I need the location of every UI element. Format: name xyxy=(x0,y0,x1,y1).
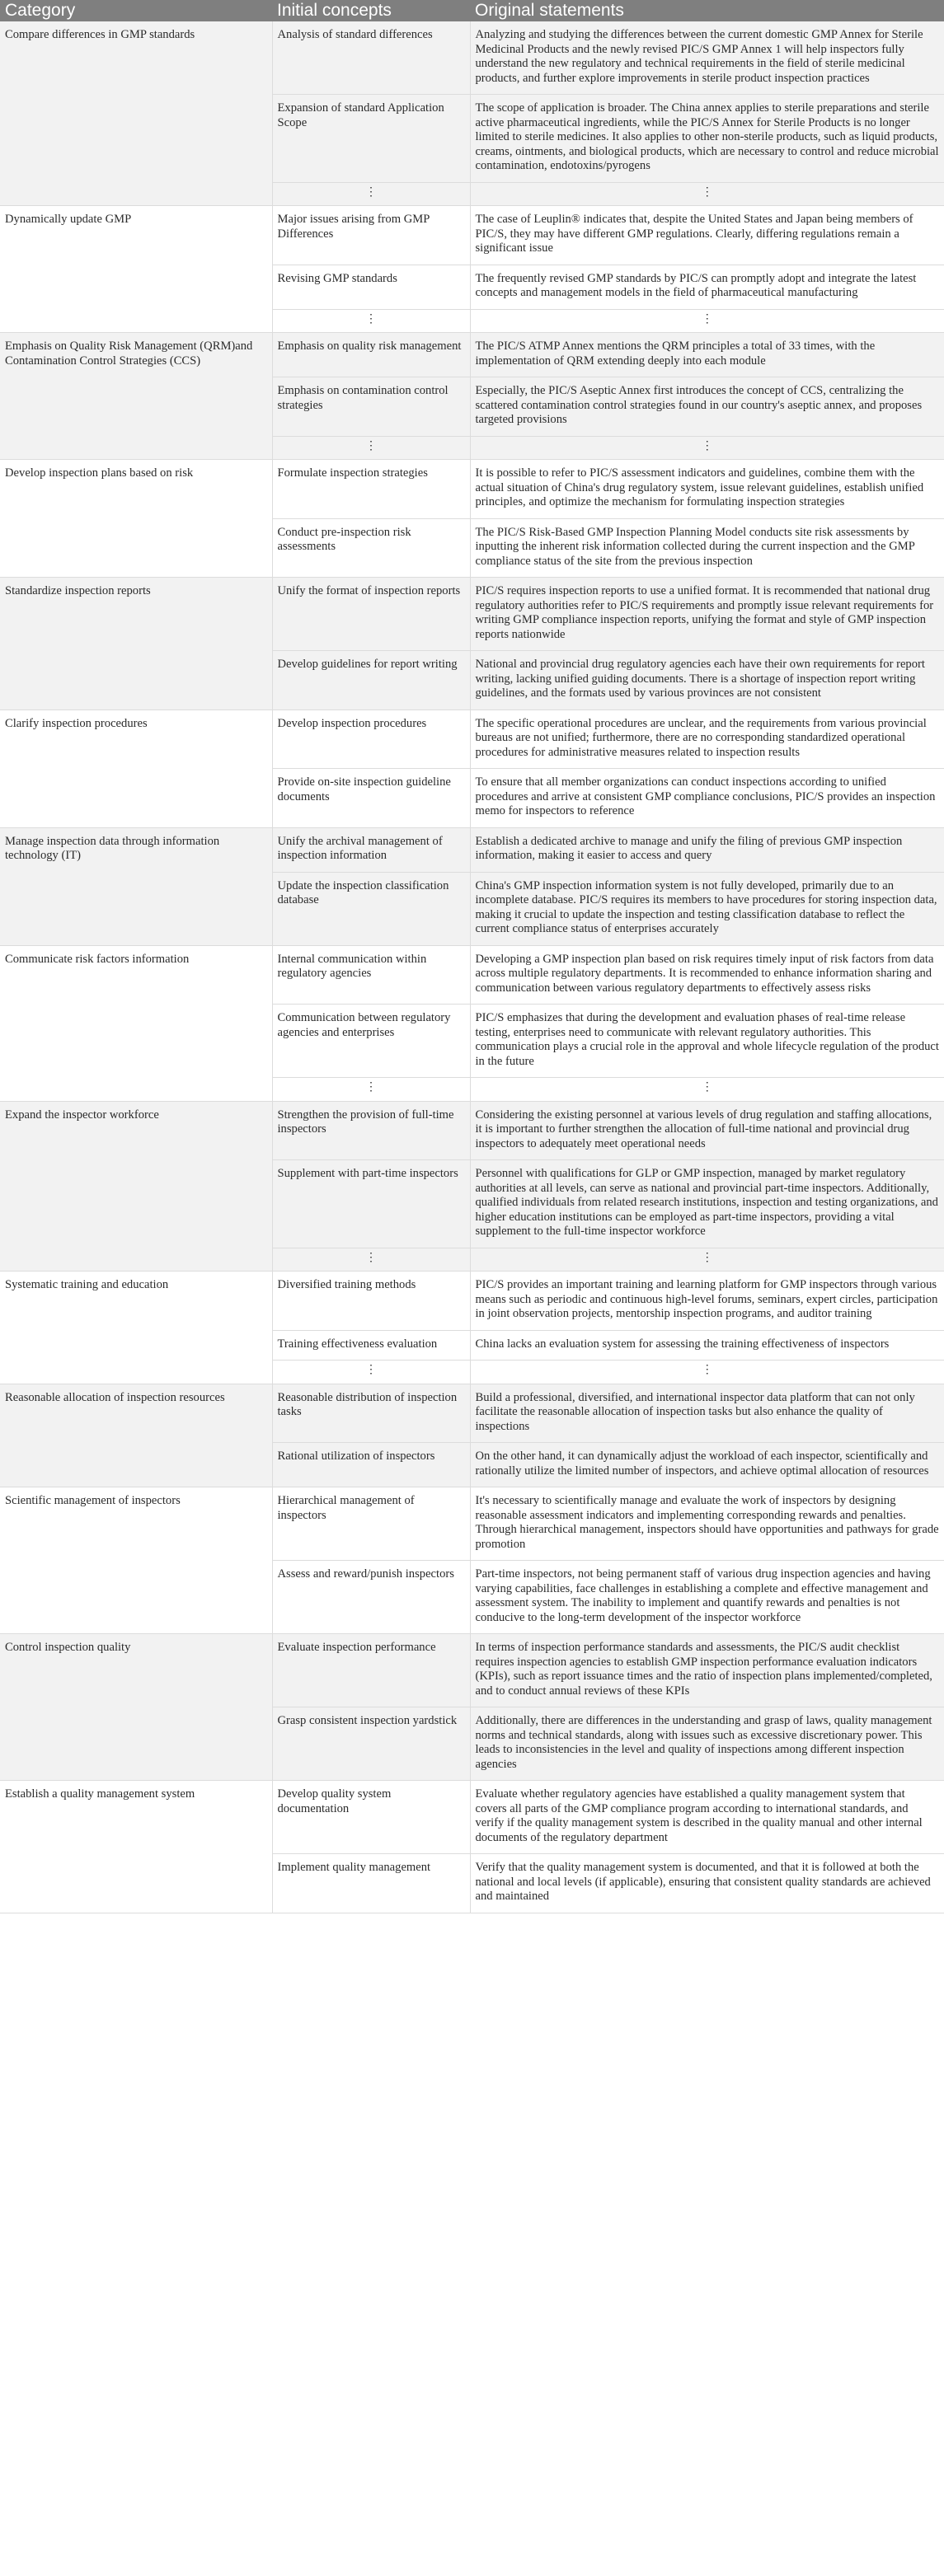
concept-cell: Revising GMP standards xyxy=(272,265,470,309)
concept-cell: Update the inspection classification database xyxy=(272,872,470,945)
statement-cell: Evaluate whether regulatory agencies have established a quality management system that covers all parts of the GMP compliance program according to international standards, and verify if the quality management system is described in the quality manual and other internal documents of the regulatory department xyxy=(470,1781,944,1854)
concept-cell: Rational utilization of inspectors xyxy=(272,1443,470,1487)
concept-cell: Unify the format of inspection reports xyxy=(272,578,470,651)
table-row xyxy=(0,827,944,872)
concept-cell: Internal communication within regulatory agencies xyxy=(272,945,470,1005)
statement-cell: Build a professional, diversified, and international inspector data platform that can not only facilitate the reasonable allocation of inspection tasks but also enhance the quality of inspections xyxy=(470,1384,944,1443)
table-row xyxy=(0,710,944,769)
statement-cell: China lacks an evaluation system for assessing the training effectiveness of inspectors xyxy=(470,1330,944,1361)
ellipsis-mark: ⋮ xyxy=(470,1361,944,1384)
statement-cell: Establish a dedicated archive to manage and unify the filing of previous GMP inspection information, making it easier to access and query xyxy=(470,827,944,872)
concept-cell: Conduct pre-inspection risk assessments xyxy=(272,518,470,578)
statement-cell: The frequently revised GMP standards by PIC/S can promptly adopt and integrate the latest concepts and management models in the field of pharmaceutical manufacturing xyxy=(470,265,944,309)
ellipsis-mark: ⋮ xyxy=(272,436,470,460)
category-cell: Communicate risk factors information xyxy=(0,945,272,1101)
category-cell: Clarify inspection procedures xyxy=(0,710,272,827)
concept-cell: Emphasis on contamination control strategies xyxy=(272,377,470,437)
table-body xyxy=(0,21,944,1913)
concept-cell: Grasp consistent inspection yardstick xyxy=(272,1707,470,1781)
ellipsis-mark: ⋮ xyxy=(470,182,944,206)
statement-cell: The specific operational procedures are unclear, and the requirements from various provincial bureaus are not unified; furthermore, there are no corresponding standardized operational procedures for administrative measures related to inspection results xyxy=(470,710,944,769)
category-cell: Standardize inspection reports xyxy=(0,578,272,710)
concept-cell: Develop guidelines for report writing xyxy=(272,651,470,710)
statement-cell: China's GMP inspection information system is not fully developed, primarily due to an incomplete database. PIC/S requires its members to have procedures for storing inspection data, making it crucial to update the inspection and testing classification database to reflect the current compliance status of enterprises accurately xyxy=(470,872,944,945)
statement-cell: PIC/S emphasizes that during the development and evaluation phases of real-time release testing, enterprises need to communicate with relevant regulatory authorities. This communication plays a crucial role in the approval and whole lifecycle regulation of the product in the future xyxy=(470,1005,944,1078)
concept-cell: Hierarchical management of inspectors xyxy=(272,1487,470,1561)
concept-cell: Training effectiveness evaluation xyxy=(272,1330,470,1361)
table-header-row xyxy=(0,0,944,21)
category-cell: Reasonable allocation of inspection resources xyxy=(0,1384,272,1487)
ellipsis-mark: ⋮ xyxy=(470,436,944,460)
category-cell: Establish a quality management system xyxy=(0,1781,272,1913)
statement-cell: Additionally, there are differences in the understanding and grasp of laws, quality management norms and technical standards, along with issues such as excessive discretionary power. This leads to inconsistencies in the level and quality of inspections among different inspection agencies xyxy=(470,1707,944,1781)
concept-cell: Communication between regulatory agencies and enterprises xyxy=(272,1005,470,1078)
table-row xyxy=(0,1634,944,1707)
statement-cell: The PIC/S ATMP Annex mentions the QRM principles a total of 33 times, with the implementation of QRM extending deeply into each module xyxy=(470,333,944,377)
statement-cell: Considering the existing personnel at various levels of drug regulation and staffing allocations, it is important to further strengthen the allocation of full-time national and provincial drug inspectors to adequately meet operational needs xyxy=(470,1101,944,1160)
ellipsis-mark: ⋮ xyxy=(470,1078,944,1102)
concept-cell: Reasonable distribution of inspection tasks xyxy=(272,1384,470,1443)
concept-cell: Develop quality system documentation xyxy=(272,1781,470,1854)
ellipsis-mark: ⋮ xyxy=(470,309,944,333)
statement-cell: It is possible to refer to PIC/S assessment indicators and guidelines, combine them with the actual situation of China's drug regulatory system, issue relevant guidelines, establish unified principles, and optimize the mechanism for formulating inspection strategies xyxy=(470,460,944,519)
ellipsis-mark: ⋮ xyxy=(272,1361,470,1384)
category-cell: Develop inspection plans based on risk xyxy=(0,460,272,578)
concept-cell: Assess and reward/punish inspectors xyxy=(272,1561,470,1634)
concept-cell: Evaluate inspection performance xyxy=(272,1634,470,1707)
statement-cell: In terms of inspection performance standards and assessments, the PIC/S audit checklist requires inspection agencies to establish GMP inspection performance evaluation indicators (KPIs), such as report issuance times and the ratio of inspection plans implemented/completed, and to conduct annual reviews of these KPIs xyxy=(470,1634,944,1707)
concept-cell: Diversified training methods xyxy=(272,1272,470,1331)
concept-cell: Emphasis on quality risk management xyxy=(272,333,470,377)
category-cell: Emphasis on Quality Risk Management (QRM)and Contamination Control Strategies (CCS) xyxy=(0,333,272,460)
table-row xyxy=(0,21,944,95)
header-category: Category xyxy=(0,0,272,21)
ellipsis-mark: ⋮ xyxy=(272,1248,470,1272)
statement-cell: PIC/S requires inspection reports to use a unified format. It is recommended that national drug regulatory authorities refer to PIC/S requirements and promptly issue relevant requirements for writing GMP compliance inspection reports, unifying the format and style of GMP inspection reports nationwide xyxy=(470,578,944,651)
category-cell: Manage inspection data through information technology (IT) xyxy=(0,827,272,945)
table-row xyxy=(0,1272,944,1331)
ellipsis-mark: ⋮ xyxy=(272,1078,470,1102)
statement-cell: To ensure that all member organizations can conduct inspections according to unified procedures and arrive at consistent GMP compliance conclusions, PIC/S provides an inspection memo for inspectors to reference xyxy=(470,769,944,828)
statement-cell: The PIC/S Risk-Based GMP Inspection Planning Model conducts site risk assessments by inputting the inherent risk information collected during the current inspection and the GMP compliance status of the site from the previous inspection xyxy=(470,518,944,578)
concept-cell: Expansion of standard Application Scope xyxy=(272,95,470,183)
table-row xyxy=(0,460,944,519)
concept-cell: Formulate inspection strategies xyxy=(272,460,470,519)
category-cell: Systematic training and education xyxy=(0,1272,272,1384)
ellipsis-mark: ⋮ xyxy=(272,182,470,206)
concept-cell: Analysis of standard differences xyxy=(272,21,470,95)
category-cell: Scientific management of inspectors xyxy=(0,1487,272,1634)
category-cell: Control inspection quality xyxy=(0,1634,272,1781)
table-row xyxy=(0,1487,944,1561)
statement-cell: PIC/S provides an important training and learning platform for GMP inspectors through various means such as periodic and continuous high-level forums, seminars, expert circles, participation in joint observation projects, mentorship inspection programs, and auditor training xyxy=(470,1272,944,1331)
table-row xyxy=(0,1781,944,1854)
concept-cell: Unify the archival management of inspection information xyxy=(272,827,470,872)
statement-cell: Analyzing and studying the differences between the current domestic GMP Annex for Sterile Medicinal Products and the newly revised PIC/S GMP Annex 1 will help inspectors fully understand the new regulatory and technical requirements in the field of sterile medicinal products, and further explore improvements in sterile product inspection practices xyxy=(470,21,944,95)
statement-cell: Personnel with qualifications for GLP or GMP inspection, managed by market regulatory authorities at all levels, can serve as national and provincial part-time inspectors. Additionally, qualified individuals from related research institutions, inspection and testing organizations, and higher education institutions can be employed as part-time inspectors, providing a vital supplement to the full-time inspector workforce xyxy=(470,1160,944,1248)
table-row xyxy=(0,1101,944,1160)
statement-cell: The case of Leuplin® indicates that, despite the United States and Japan being members of PIC/S, they may have different GMP regulations. Clearly, differing regulations remain a significant issue xyxy=(470,206,944,265)
statement-cell: On the other hand, it can dynamically adjust the workload of each inspector, scientifically and rationally utilize the limited number of inspectors, and achieve optimal allocation of resources xyxy=(470,1443,944,1487)
concept-cell: Major issues arising from GMP Differences xyxy=(272,206,470,265)
statement-cell: Part-time inspectors, not being permanent staff of various drug inspection agencies and having varying capabilities, face challenges in establishing a complete and effective management and assessment system. The inability to implement and quantify rewards and penalties is not conducive to the long-term development of the inspector workforce xyxy=(470,1561,944,1634)
header-initial-concepts: Initial concepts xyxy=(272,0,470,21)
concept-cell: Strengthen the provision of full-time inspectors xyxy=(272,1101,470,1160)
table-row xyxy=(0,206,944,265)
table-row xyxy=(0,578,944,651)
ellipsis-mark: ⋮ xyxy=(272,309,470,333)
ellipsis-mark: ⋮ xyxy=(470,1248,944,1272)
header-original-statements: Original statements xyxy=(470,0,944,21)
category-cell: Compare differences in GMP standards xyxy=(0,21,272,206)
category-cell: Dynamically update GMP xyxy=(0,206,272,333)
concept-cell: Develop inspection procedures xyxy=(272,710,470,769)
concept-cell: Provide on-site inspection guideline documents xyxy=(272,769,470,828)
statement-cell: Verify that the quality management system is documented, and that it is followed at both the national and local levels (if applicable), ensuring that consistent quality standards are achieved and maintained xyxy=(470,1854,944,1913)
statement-cell: The scope of application is broader. The China annex applies to sterile preparations and sterile active pharmaceutical ingredients, while the PIC/S Annex for Sterile Products is no longer limited to sterile medicines. It also applies to other non-sterile products, such as liquid products, creams, ointments, and biological products, which are necessary to control and reduce microbial contamination, endotoxins/pyrogens xyxy=(470,95,944,183)
statement-cell: Developing a GMP inspection plan based on risk requires timely input of risk factors from data across multiple regulatory departments. It is recommended to enhance information sharing and communication between various regulatory departments to effectively assess risks xyxy=(470,945,944,1005)
statement-cell: Especially, the PIC/S Aseptic Annex first introduces the concept of CCS, centralizing the scattered contamination control strategies found in our country's aseptic annex, and proposes targeted provisions xyxy=(470,377,944,437)
statement-cell: National and provincial drug regulatory agencies each have their own requirements for report writing, lacking unified guiding documents. There is a shortage of inspection report writing guidelines, and the formats used by various provinces are not consistent xyxy=(470,651,944,710)
category-cell: Expand the inspector workforce xyxy=(0,1101,272,1272)
concept-cell: Supplement with part-time inspectors xyxy=(272,1160,470,1248)
table-row xyxy=(0,1384,944,1443)
concept-cell: Implement quality management xyxy=(272,1854,470,1913)
table-row xyxy=(0,333,944,377)
statement-cell: It's necessary to scientifically manage and evaluate the work of inspectors by designing reasonable assessment indicators and implementing corresponding rewards and penalties. Through hierarchical management, inspectors should have opportunities and pathways for grade promotion xyxy=(470,1487,944,1561)
table-row xyxy=(0,945,944,1005)
